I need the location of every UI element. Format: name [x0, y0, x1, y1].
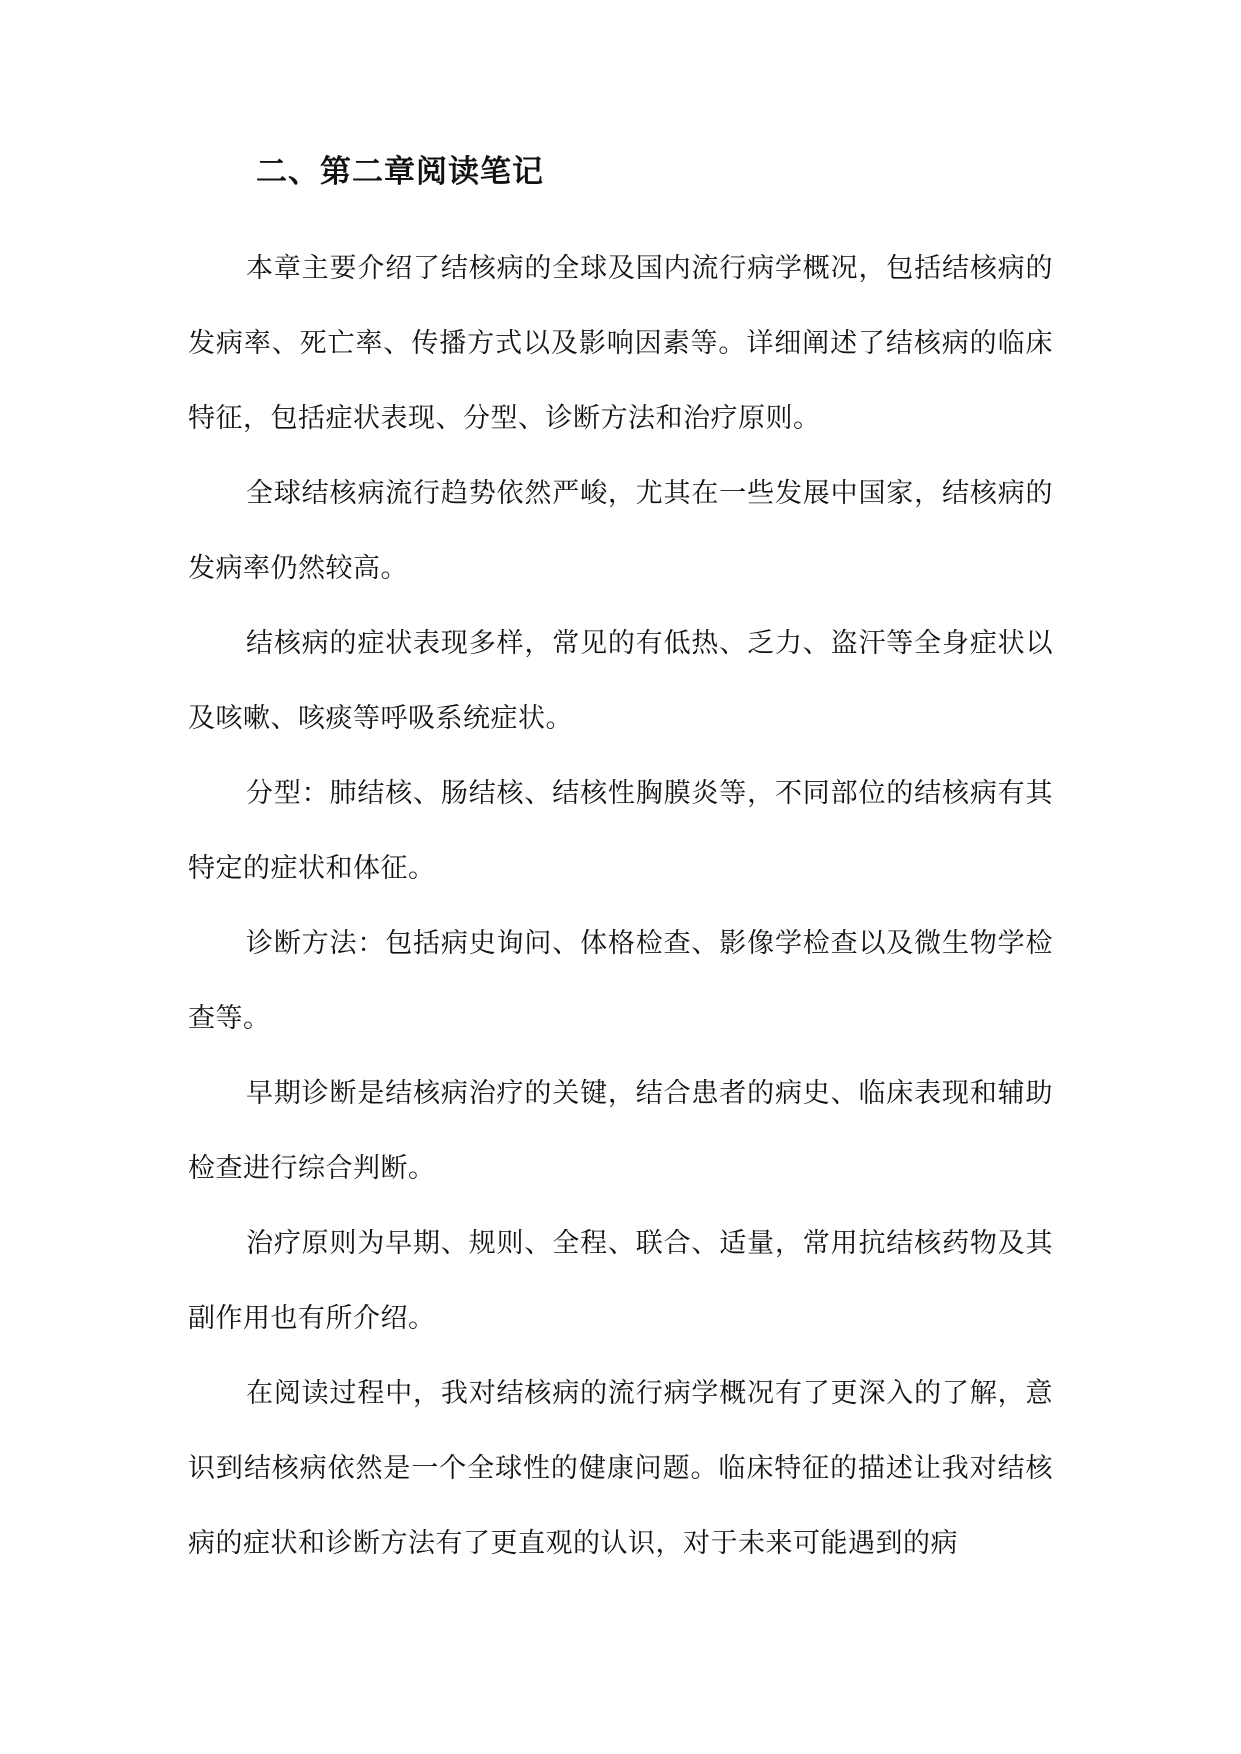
body-text — [188, 231, 1053, 1581]
paragraph: 治疗原则为早期、规则、全程、联合、适量，常用抗结核药物及其副作用也有所介绍。 — [188, 1228, 1053, 1334]
paragraph: 早期诊断是结核病治疗的关键，结合患者的病史、临床表现和辅助检查进行综合判断。 — [188, 1078, 1053, 1184]
paragraph: 在阅读过程中，我对结核病的流行病学概况有了更深入的了解，意识到结核病依然是一个全球性的健康问题。临床特征的描述让我对结核病的症状和诊断方法有了更直观的认识，对于未来可能遇到的病 — [188, 1378, 1053, 1559]
paragraph: 全球结核病流行趋势依然严峻，尤其在一些发展中国家，结核病的发病率仍然较高。 — [188, 478, 1053, 584]
paragraph: 分型：肺结核、肠结核、结核性胸膜炎等，不同部位的结核病有其特定的症状和体征。 — [188, 778, 1053, 884]
paragraph: 本章主要介绍了结核病的全球及国内流行病学概况，包括结核病的发病率、死亡率、传播方式以及影响因素等。详细阐述了结核病的临床特征，包括症状表现、分型、诊断方法和治疗原则。 — [188, 253, 1053, 434]
paragraph: 诊断方法：包括病史询问、体格检查、影像学检查以及微生物学检查等。 — [188, 928, 1053, 1034]
paragraph: 结核病的症状表现多样，常见的有低热、乏力、盗汗等全身症状以及咳嗽、咳痰等呼吸系统症状。 — [188, 628, 1053, 734]
section-heading: 二、第二章阅读笔记 — [256, 154, 544, 190]
